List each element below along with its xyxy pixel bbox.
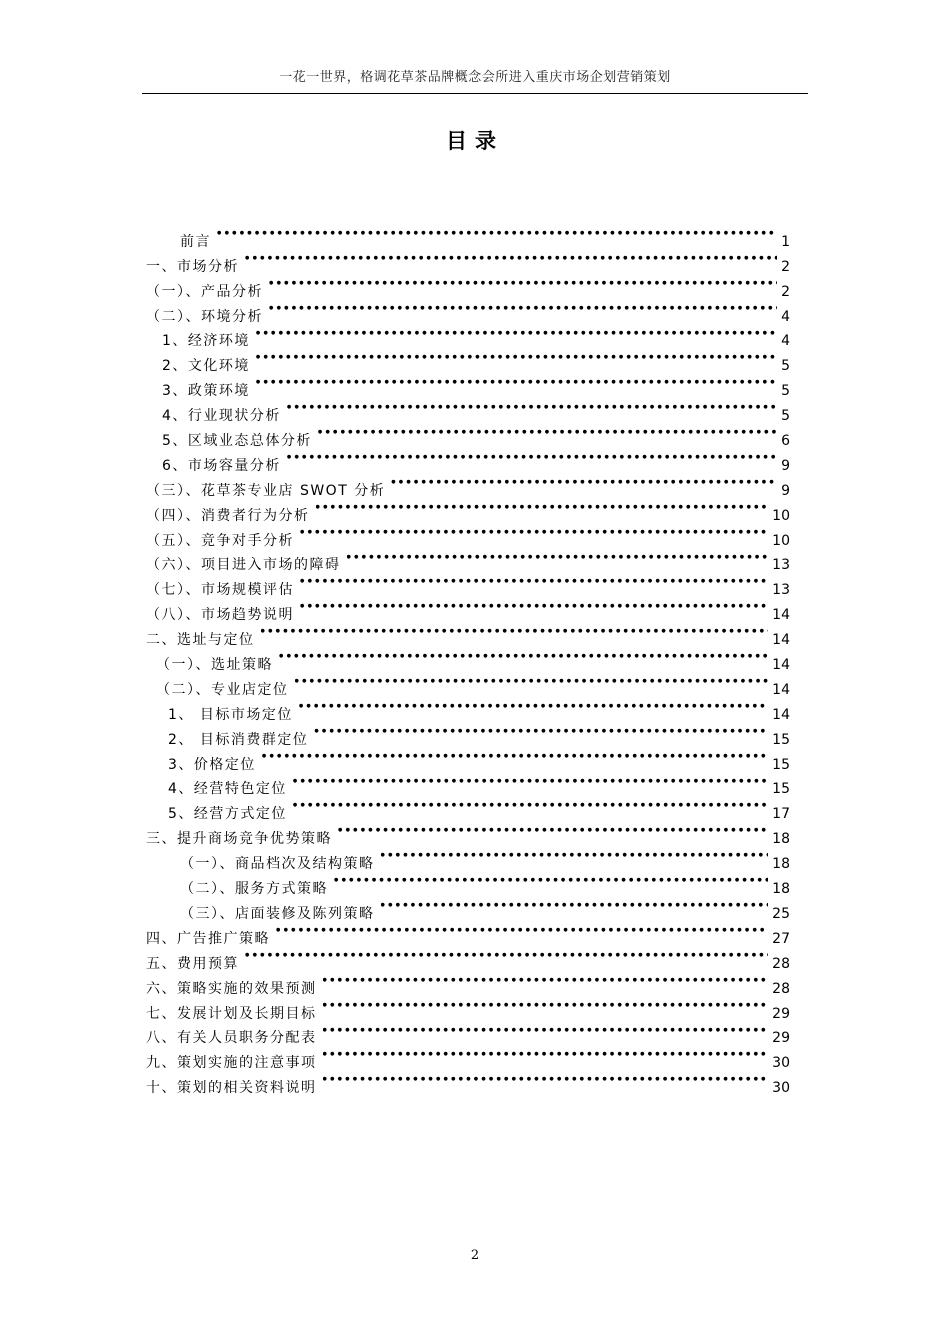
toc-dot-leader [316, 495, 769, 520]
toc-entry-label: 四、广告推广策略 [146, 930, 270, 947]
toc-entry-page: 27 [772, 930, 790, 947]
toc-entry-label: （七）、市场规模评估 [146, 582, 294, 599]
toc-dot-leader [347, 545, 769, 570]
toc-entry-label: 5、经营方式定位 [168, 806, 287, 823]
toc-dot-leader [256, 321, 777, 346]
toc-dot-leader [287, 395, 777, 420]
toc-dot-leader [323, 993, 769, 1018]
toc-entry-label: 九、策划实施的注意事项 [146, 1055, 317, 1072]
toc-dot-leader [300, 520, 768, 545]
toc-entry-label: （八）、市场趋势说明 [146, 607, 294, 624]
toc-entry-label: （五）、竞争对手分析 [146, 532, 294, 549]
toc-dot-leader [323, 1067, 769, 1092]
toc-entry-label: 十、策划的相关资料说明 [146, 1080, 317, 1097]
toc-entry-page: 30 [772, 1080, 790, 1097]
toc-entry-label: 五、费用预算 [146, 955, 239, 972]
toc-entry[interactable] [146, 968, 790, 997]
toc-entry-page: 29 [772, 1030, 790, 1047]
toc-entry-page: 5 [781, 408, 790, 425]
toc-entry-page: 14 [772, 681, 790, 698]
toc-entry-page: 14 [772, 657, 790, 674]
toc-entry-page: 2 [781, 258, 790, 275]
toc-entry-page: 29 [772, 1005, 790, 1022]
page-title: 目录 [446, 129, 504, 153]
toc-entry-label: （三）、店面装修及陈列策略 [180, 905, 375, 922]
toc-entry-label: 七、发展计划及长期目标 [146, 1005, 317, 1022]
toc-dot-leader [293, 769, 768, 794]
toc-dot-leader [300, 569, 768, 594]
running-header: 一花一世界，格调花草茶品牌概念会所进入重庆市场企划营销策划 [279, 70, 671, 85]
toc-entry-label: 4、行业现状分析 [162, 408, 281, 425]
toc-entry-page: 18 [772, 856, 790, 873]
toc-entry-page: 4 [781, 333, 790, 350]
toc-entry-label: 1、经济环境 [162, 333, 250, 350]
toc-dot-leader [256, 370, 777, 395]
toc-entry-label: 六、策略实施的效果预测 [146, 980, 317, 997]
toc-dot-leader [276, 918, 768, 943]
header-rule [142, 93, 808, 94]
toc-entry-label: 三、提升商场竞争优势策略 [146, 831, 332, 848]
toc-entry-page: 6 [781, 433, 790, 450]
toc-entry-page: 15 [772, 756, 790, 773]
toc-entry-label: 1、 目标市场定位 [168, 706, 293, 723]
toc-entry-label: （一）、选址策略 [156, 657, 273, 674]
toc-dot-leader [391, 470, 777, 495]
toc-entry-page: 5 [781, 383, 790, 400]
toc-dot-leader [262, 744, 768, 769]
toc-entry[interactable] [146, 271, 790, 300]
toc-entry-label: （一）、商品档次及结构策略 [180, 856, 375, 873]
toc-entry-page: 30 [772, 1055, 790, 1072]
toc-dot-leader [318, 420, 777, 445]
table-of-contents [146, 221, 790, 1097]
toc-dot-leader [256, 345, 777, 370]
toc-entry-label: （二）、专业店定位 [156, 681, 289, 698]
toc-dot-leader [314, 719, 768, 744]
toc-entry-page: 15 [772, 731, 790, 748]
toc-entry-page: 28 [772, 980, 790, 997]
toc-entry-label: 2、文化环境 [162, 358, 250, 375]
toc-entry-page: 25 [772, 905, 790, 922]
toc-dot-leader [323, 968, 769, 993]
toc-dot-leader [217, 221, 777, 246]
toc-dot-leader [334, 868, 768, 893]
toc-dot-leader [300, 594, 768, 619]
toc-entry-label: 2、 目标消费群定位 [168, 731, 309, 748]
toc-entry-label: 3、政策环境 [162, 383, 250, 400]
toc-dot-leader [269, 296, 777, 321]
toc-entry-page: 13 [772, 557, 790, 574]
toc-entry-label: 5、区域业态总体分析 [162, 433, 312, 450]
toc-dot-leader [245, 943, 768, 968]
toc-dot-leader [381, 893, 769, 918]
toc-entry-label: （四）、消费者行为分析 [146, 507, 310, 524]
toc-dot-leader [261, 619, 769, 644]
toc-entry-page: 5 [781, 358, 790, 375]
toc-entry[interactable] [146, 246, 790, 275]
page-number: 2 [470, 1248, 480, 1263]
toc-dot-leader [338, 818, 768, 843]
toc-entry-page: 2 [781, 283, 790, 300]
toc-entry-page: 14 [772, 706, 790, 723]
toc-entry-page: 15 [772, 781, 790, 798]
toc-dot-leader [323, 1042, 769, 1067]
toc-entry-label: 6、市场容量分析 [162, 457, 281, 474]
toc-entry[interactable] [146, 221, 790, 250]
toc-entry-label: 4、经营特色定位 [168, 781, 287, 798]
toc-entry-page: 18 [772, 831, 790, 848]
toc-entry-label: （二）、服务方式策略 [180, 881, 328, 898]
toc-entry-label: 前言 [180, 233, 211, 250]
toc-dot-leader [279, 644, 768, 669]
toc-entry-label: 一、市场分析 [146, 258, 239, 275]
toc-entry-page: 18 [772, 881, 790, 898]
toc-entry-page: 10 [772, 532, 790, 549]
toc-entry-page: 13 [772, 582, 790, 599]
toc-entry-page: 28 [772, 955, 790, 972]
toc-dot-leader [323, 1018, 769, 1043]
toc-dot-leader [287, 445, 777, 470]
toc-entry-page: 14 [772, 607, 790, 624]
toc-entry-label: （六）、项目进入市场的障碍 [146, 557, 341, 574]
toc-dot-leader [299, 694, 768, 719]
toc-entry-label: 二、选址与定位 [146, 632, 255, 649]
toc-entry-page: 9 [781, 482, 790, 499]
toc-entry-page: 14 [772, 632, 790, 649]
toc-entry-label: （一）、产品分析 [146, 283, 263, 300]
toc-dot-leader [381, 843, 769, 868]
toc-entry-label: （二）、环境分析 [146, 308, 263, 325]
toc-entry-page: 1 [781, 233, 790, 250]
toc-entry-page: 10 [772, 507, 790, 524]
toc-dot-leader [295, 669, 769, 694]
toc-entry-page: 9 [781, 457, 790, 474]
toc-dot-leader [245, 246, 777, 271]
toc-dot-leader [269, 271, 777, 296]
toc-entry-label: 3、价格定位 [168, 756, 256, 773]
toc-entry-label: 八、有关人员职务分配表 [146, 1030, 317, 1047]
toc-entry-page: 4 [781, 308, 790, 325]
toc-dot-leader [293, 793, 768, 818]
toc-entry-label: （三）、花草茶专业店 SWOT 分析 [146, 482, 386, 499]
toc-entry-page: 17 [772, 806, 790, 823]
